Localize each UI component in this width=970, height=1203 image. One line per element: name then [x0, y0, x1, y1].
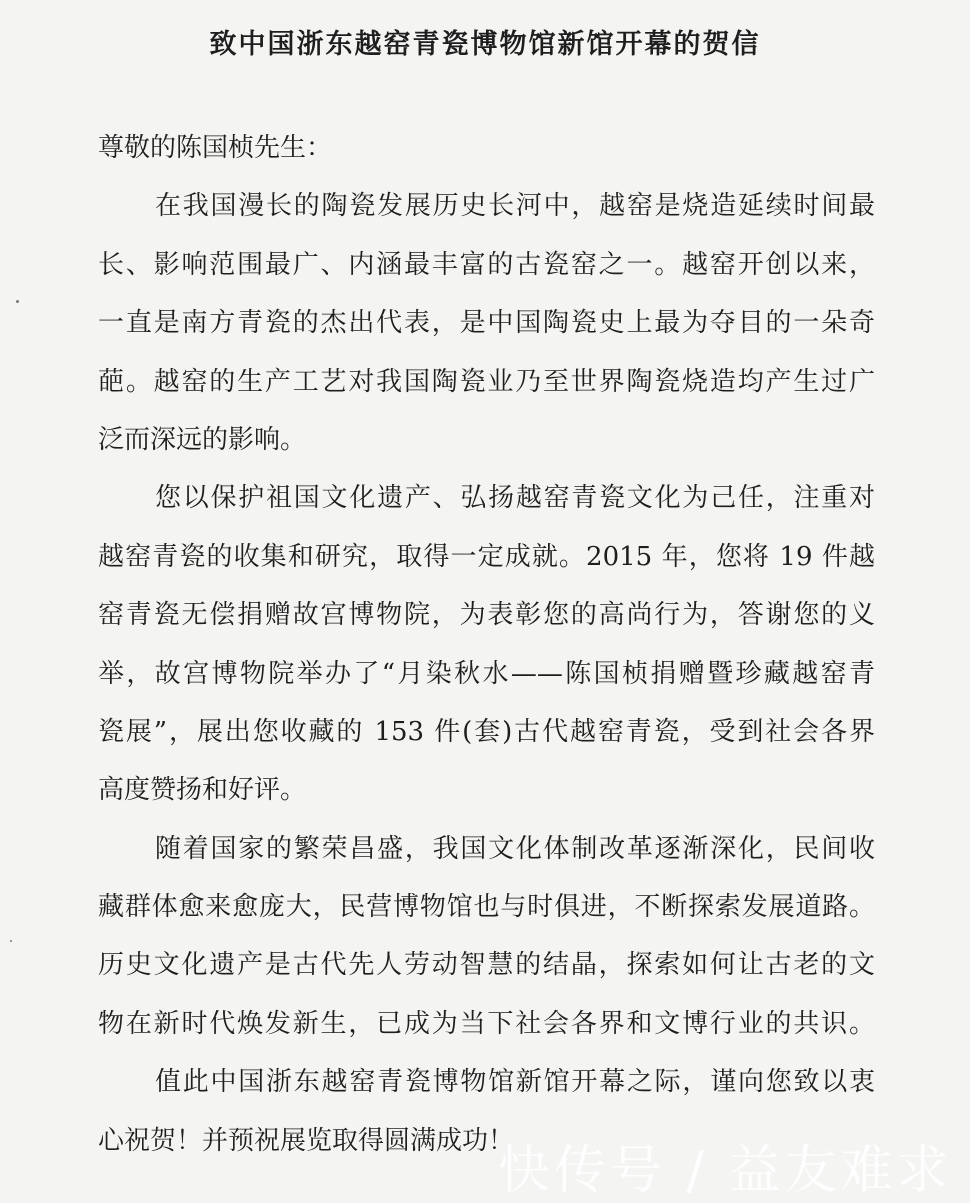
letter-title: 致中国浙东越窑青瓷博物馆新馆开幕的贺信 — [209, 29, 761, 60]
letter-body — [98, 128, 875, 1179]
paragraph-3-line: 历史文化遗产是古代先人劳动智慧的结晶，探索如何让古老的文 — [98, 950, 875, 981]
paragraph-1-line: 在我国漫长的陶瓷发展历史长河中，越窑是烧造延续时间最 — [155, 191, 875, 222]
paragraph-2-line: 举，故宫博物院举办了“月染秋水——陈国桢捐赠暨珍藏越窑青 — [98, 658, 875, 689]
paragraph-1-line: 泛而深远的影响。 — [98, 424, 307, 455]
paragraph-1-line: 葩。越窑的生产工艺对我国陶瓷业乃至世界陶瓷烧造均产生过广 — [98, 366, 875, 397]
paragraph-2-line: 越窑青瓷的收集和研究，取得一定成就。2015 年，您将 19 件越 — [98, 541, 875, 572]
paragraph-4-line: 心祝贺！并预祝展览取得圆满成功！ — [98, 1125, 515, 1156]
salutation: 尊敬的陈国桢先生： — [98, 133, 333, 163]
paragraph-1-line: 长、影响范围最广、内涵最丰富的古瓷窑之一。越窑开创以来， — [98, 249, 875, 280]
watermark: 快传号 / 益友难求 — [498, 1141, 953, 1201]
paragraph-2-line: 您以保护祖国文化遗产、弘扬越窑青瓷文化为己任，注重对 — [155, 483, 875, 514]
paragraph-4-line: 值此中国浙东越窑青瓷博物馆新馆开幕之际，谨向您致以衷 — [155, 1067, 875, 1098]
paragraph-3-line: 随着国家的繁荣昌盛，我国文化体制改革逐渐深化，民间收 — [155, 833, 875, 864]
paragraph-1-line: 一直是南方青瓷的杰出代表，是中国陶瓷史上最为夺目的一朵奇 — [98, 308, 875, 339]
paragraph-2-line: 窑青瓷无偿捐赠故宫博物院，为表彰您的高尚行为，答谢您的义 — [98, 600, 875, 631]
scan-speck — [10, 940, 12, 942]
paragraph-2-line: 高度赞扬和好评。 — [98, 775, 307, 806]
paragraph-2-line: 瓷展”，展出您收藏的 153 件(套)古代越窑青瓷，受到社会各界 — [98, 716, 875, 747]
paragraph-3-line: 物在新时代焕发新生，已成为当下社会各界和文博行业的共识。 — [98, 1008, 875, 1039]
scan-speck — [16, 300, 19, 303]
paragraph-3-line: 藏群体愈来愈庞大，民营博物馆也与时俱进，不断探索发展道路。 — [98, 892, 875, 923]
